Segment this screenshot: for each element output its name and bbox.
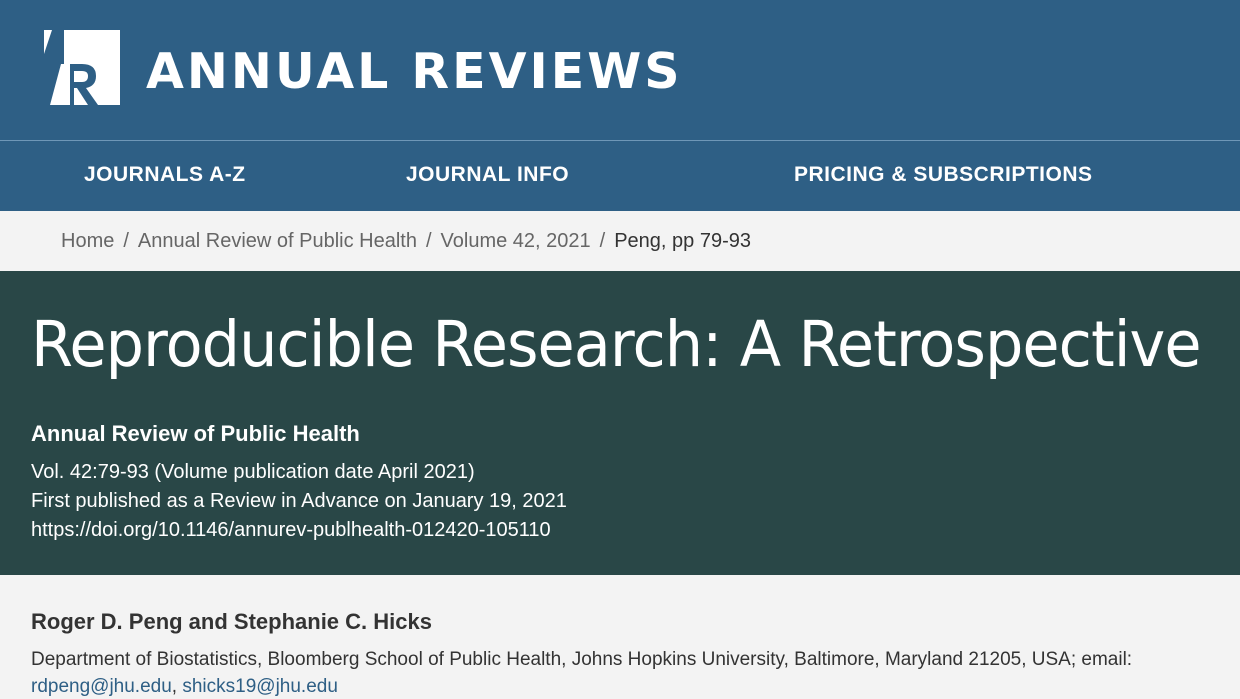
author-emails [31, 673, 338, 699]
breadcrumb [0, 211, 1240, 271]
nav-pricing-subscriptions[interactable]: PRICING & SUBSCRIPTIONS [794, 163, 1093, 186]
email-separator: , [171, 676, 178, 697]
nav-journal-info[interactable]: JOURNAL INFO [406, 163, 570, 186]
journal-name: Annual Review of Public Health [31, 421, 360, 446]
nav-journals-a-z[interactable]: JOURNALS A-Z [84, 163, 246, 186]
published-date: First published as a Review in Advance on January 19, 2021 [31, 490, 567, 512]
site-brand-name[interactable]: ANNUAL REVIEWS [146, 43, 683, 100]
site-header [0, 0, 1240, 140]
author-affiliation: Department of Biostatistics, Bloomberg School of Public Health, Johns Hopkins University, Baltimore, Maryland 21205, USA; email: [31, 649, 1133, 670]
breadcrumb-separator: / [425, 230, 432, 252]
breadcrumb-separator: / [123, 230, 129, 252]
breadcrumb-home[interactable]: Home [61, 230, 115, 252]
breadcrumb-current: Peng, pp 79-93 [614, 230, 751, 252]
main-nav [0, 140, 1240, 211]
breadcrumb-separator: / [599, 230, 606, 252]
volume-info: Vol. 42:79-93 (Volume publication date April 2021) [31, 461, 475, 483]
breadcrumb-journal[interactable]: Annual Review of Public Health [137, 230, 417, 252]
article-hero [0, 271, 1240, 575]
breadcrumb-volume[interactable]: Volume 42, 2021 [440, 230, 591, 252]
email-link-hicks[interactable]: shicks19@jhu.edu [182, 676, 338, 697]
article-authors: Roger D. Peng and Stephanie C. Hicks [31, 609, 432, 634]
article-title: Reproducible Research: A Retrospective [31, 308, 1201, 381]
email-link-peng[interactable]: rdpeng@jhu.edu [31, 676, 172, 697]
doi-link[interactable]: https://doi.org/10.1146/annurev-publhealth-012420-105110 [31, 519, 551, 541]
annual-reviews-logo-icon [44, 30, 120, 105]
